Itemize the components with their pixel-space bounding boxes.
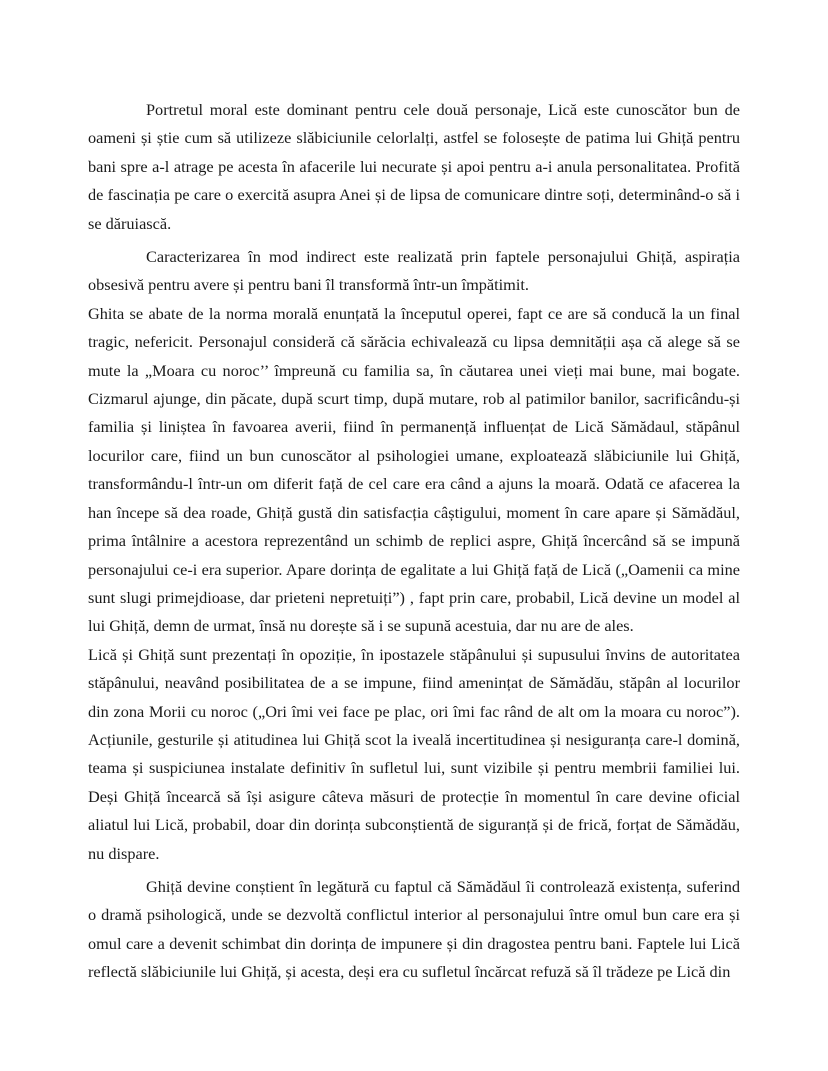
paragraph-caracterizare-indirecta: Caracterizarea în mod indirect este realizată prin faptele personajului Ghiță, aspirația obsesivă pentru avere și pentru bani îl transformă într-un împătimit.	[88, 247, 740, 295]
paragraph-ghita-norma-morala: Ghita se abate de la norma morală enunțată la începutul operei, fapt ce are să conducă la un final tragic, nefericit. Personajul consideră că sărăcia echivalează cu lipsa demnității așa că alege să se mute la „Moara cu noroc’’ împreună cu familia sa, în căutarea unei vieți mai bune, mai bogate. Cizmarul ajunge, din păcate, după scurt timp, după mutare, rob al patimilor banilor, sacrificându-și familia și liniștea în favoarea averii, fiind în permanență influențat de Lică Sămădaul, stăpânul locurilor care, fiind un bun cunoscător al psihologiei umane, exploatează slăbiciunile lui Ghiță, transformându-l într-un om diferit față de cel care era când a ajuns la moară. Odată ce afacerea la han începe să dea roade, Ghiță gustă din satisfacția câștigului, moment în care apare și Sămădăul, prima întâlnire a acestora reprezentând un schimb de replici aspre, Ghiță încercând să se impună personajului ce-i era superior. Apare dorința de egalitate a lui Ghiță față de Lică („Oamenii ca mine sunt slugi primejdioase, dar prieteni nepretuiți”) , fapt prin care, probabil, Lică devine un model al lui Ghiță, demn de urmat, însă nu dorește să i se supună acestuia, dar nu are de ales.	[88, 303, 740, 636]
paragraph-drama-psihologica: Ghiță devine conștient în legătură cu faptul că Sămădăul îi controlează existența, suferind o dramă psihologică, unde se dezvoltă conflictul interior al personajului între omul bun care era și omul care a devenit schimbat din dorința de impunere și din dragostea pentru bani. Faptele lui Lică reflectă slăbiciunile lui Ghiță, și acesta, deși era cu sufletul încărcat refuză să îl trădeze pe Lică din	[88, 876, 740, 982]
body-text	[88, 96, 740, 987]
paragraph-lica-ghita-opozitie: Lică și Ghiță sunt prezentați în opoziție, în ipostazele stăpânului și supusului învins de autoritatea stăpânului, neavând posibilitatea de a se impune, fiind amenințat de Sămădău, stăpân al locurilor din zona Morii cu noroc („Ori îmi vei face pe plac, ori îmi fac rând de alt om la moara cu noroc”). Acțiunile, gesturile și atitudinea lui Ghiță scot la iveală incertitudinea și nesiguranța care-l domină, teama și suspiciunea instalate definitiv în sufletul lui, sunt vizibile și pentru membrii familiei lui. Deși Ghiță încearcă să își asigure câteva măsuri de protecție în momentul în care devine oficial aliatul lui Lică, probabil, doar din dorința subconștientă de siguranță și de frică, forțat de Sămădău, nu dispare.	[88, 644, 740, 863]
paragraph-portret-moral: Portretul moral este dominant pentru cele două personaje, Lică este cunoscător bun de oameni și știe cum să utilizeze slăbiciunile celorlalți, astfel se folosește de patima lui Ghiță pentru bani spre a-l atrage pe acesta în afacerile lui necurate și apoi pentru a-i anula personalitatea. Profită de fascinația pe care o exercită asupra Anei și de lipsa de comunicare dintre soți, determinând-o să i se dăruiască.	[88, 100, 740, 233]
